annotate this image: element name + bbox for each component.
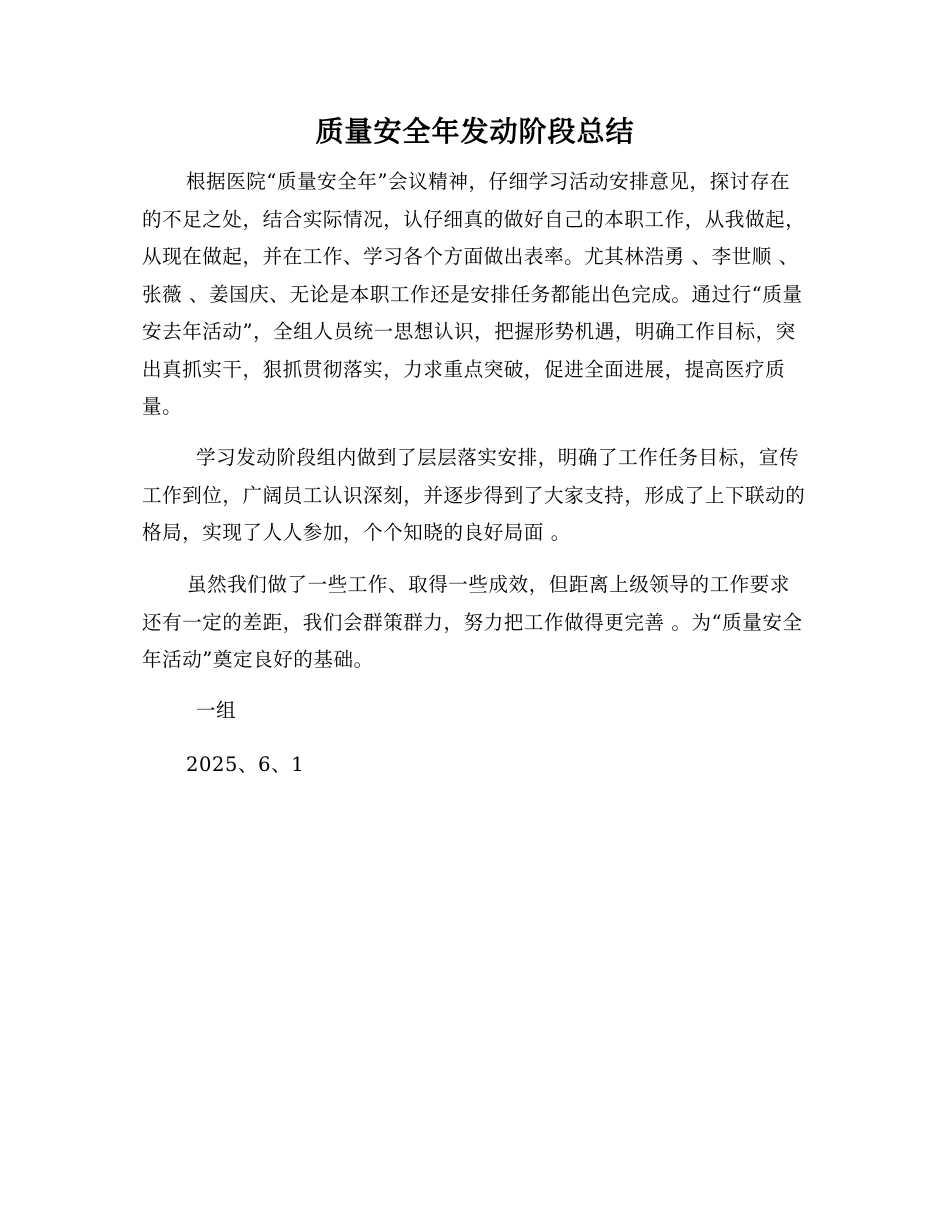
paragraph-2: 学习发动阶段组内做到了层层落实安排，明确了工作任务目标，宣传工作到位，广阔员工认识深刻，并逐步得到了大家支持，形成了上下联动的格局，实现了人人参加，个个知晓的良好局面 。 bbox=[142, 446, 806, 544]
signature-date: 2025、6、1 bbox=[186, 753, 305, 776]
document-title: 质量安全年发动阶段总结 bbox=[315, 115, 635, 148]
signature-group: 一组 bbox=[196, 699, 237, 722]
paragraph-1: 根据医院“质量安全年”会议精神，仔细学习活动安排意见，探讨存在的不足之处，结合实际情况，认仔细真的做好自己的本职工作，从我做起，从现在做起，并在工作、学习各个方面做出表率。尤其林浩勇 、李世顺 、张薇 、姜国庆、无论是本职工作还是安排任务都能出色完成。通过行“质量安去年活动”，全组人员统一思想认识，把握形势机遇，明确工作目标，突出真抓实干，狠抓贯彻落实，力求重点突破，促进全面进展，提高医疗质量。 bbox=[142, 170, 806, 418]
paragraph-3: 虽然我们做了一些工作、取得一些成效，但距离上级领导的工作要求还有一定的差距，我们会群策群力，努力把工作做得更完善 。为“质量安全年活动”奠定良好的基础。 bbox=[142, 573, 803, 671]
